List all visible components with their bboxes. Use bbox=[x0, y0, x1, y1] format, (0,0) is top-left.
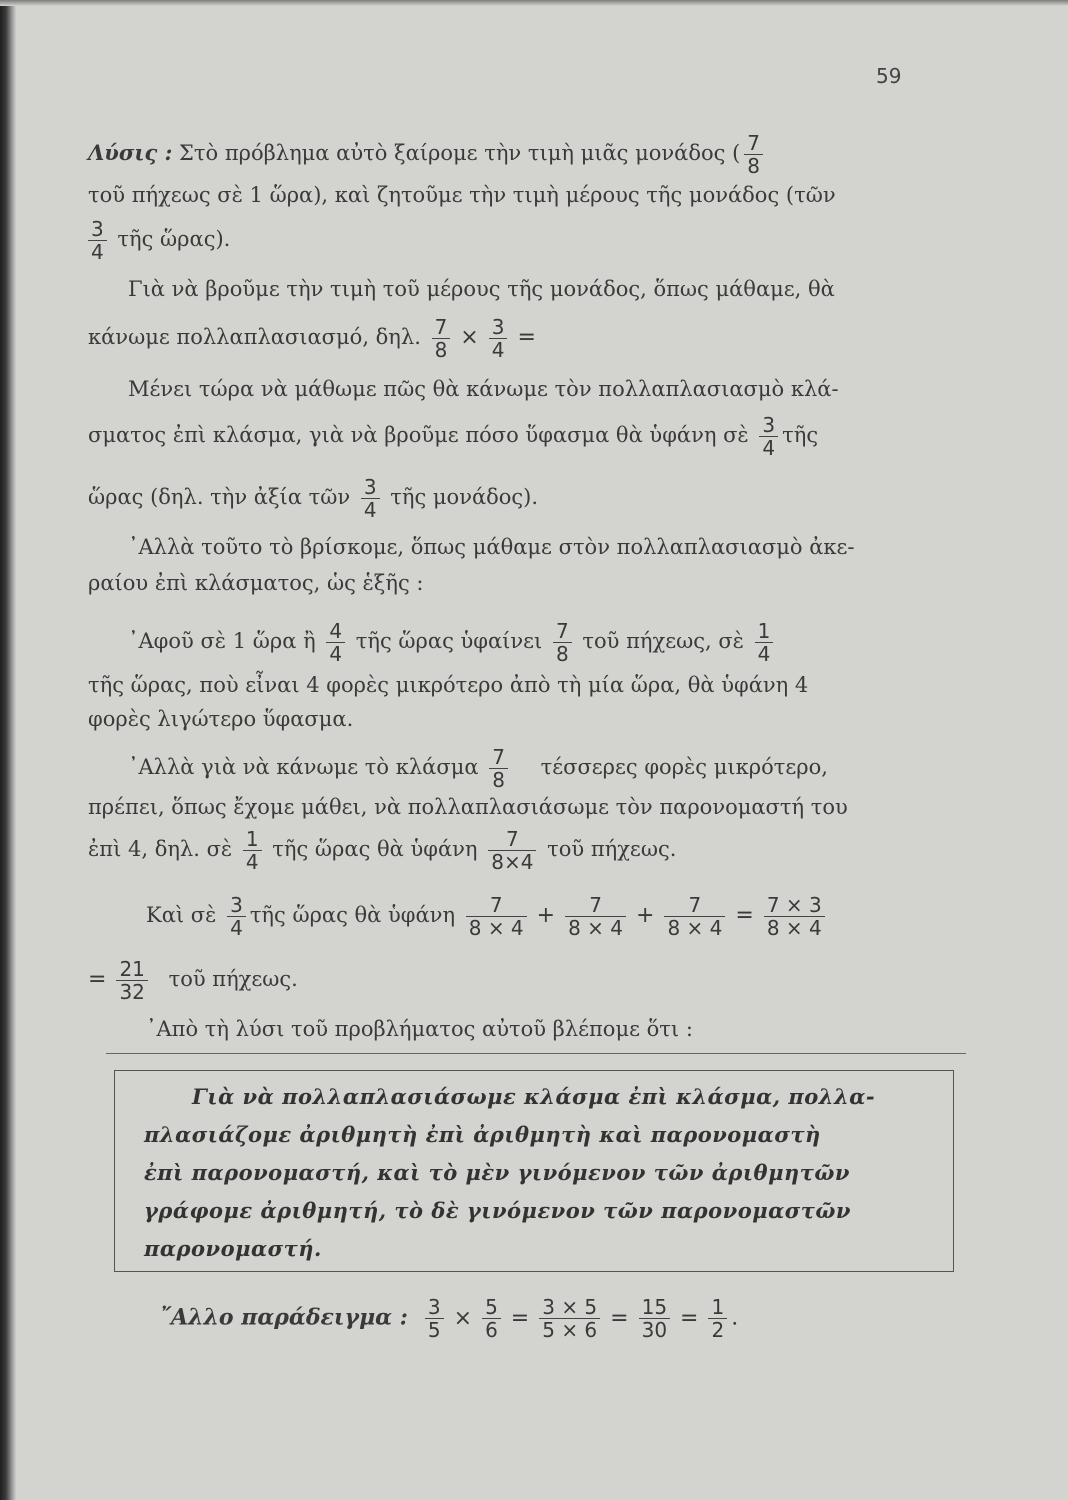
fraction bbox=[755, 620, 774, 665]
denominator: 8 bbox=[744, 154, 763, 177]
denominator: 4 bbox=[243, 850, 262, 873]
fraction bbox=[639, 1296, 670, 1341]
fraction bbox=[708, 1296, 727, 1341]
book-spine bbox=[0, 0, 16, 1500]
denominator: 8 bbox=[553, 642, 572, 665]
text: τοῦ πήχεως σὲ 1 ὥρα), καὶ ζητοῦμε τὴν τιμὴ μέρους τῆς μονάδος (τῶν bbox=[88, 183, 836, 207]
solution-label: Λύσις : bbox=[88, 140, 173, 165]
paragraph-2-line-1 bbox=[128, 274, 835, 304]
page-top-edge bbox=[0, 0, 1068, 6]
fraction bbox=[425, 1296, 444, 1341]
denominator: 4 bbox=[88, 240, 107, 263]
numerator: 3 bbox=[491, 315, 505, 339]
fraction bbox=[326, 620, 345, 665]
paragraph-5-line-2 bbox=[88, 670, 808, 700]
denominator: 30 bbox=[639, 1318, 670, 1341]
text: ἐπὶ 4, δηλ. σὲ bbox=[88, 837, 233, 861]
fraction bbox=[227, 894, 246, 939]
solution-line-2 bbox=[88, 180, 836, 210]
rule-line-1: Γιὰ νὰ πολλαπλασιάσωμε κλάσμα ἐπὶ κλάσμα, πολλα- bbox=[192, 1084, 876, 1109]
denominator: 4 bbox=[227, 916, 246, 939]
numerator: 7 bbox=[747, 131, 760, 155]
separator-rule bbox=[106, 1053, 966, 1054]
fraction bbox=[744, 132, 763, 177]
numerator: 3 bbox=[427, 1295, 441, 1319]
numerator: 15 bbox=[641, 1295, 668, 1319]
text: τοῦ πήχεως. bbox=[547, 837, 677, 861]
text: Στὸ πρόβλημα αὐτὸ ξαίρομε τὴν τιμὴ μιᾶς μονάδος ( bbox=[179, 141, 741, 165]
fraction bbox=[565, 894, 626, 939]
text: τῆς bbox=[782, 423, 819, 447]
fraction bbox=[482, 1296, 501, 1341]
text: ᾽Αλλὰ γιὰ νὰ κάνωμε τὸ κλάσμα bbox=[128, 755, 479, 779]
example-line bbox=[160, 1296, 738, 1341]
paragraph-3-line-1 bbox=[128, 374, 839, 404]
text: τέσσερες φορὲς μικρότερο, bbox=[540, 755, 828, 779]
equals-sign: = bbox=[88, 967, 107, 992]
numerator: 7 bbox=[688, 893, 702, 917]
example-label: ῎Αλλο παράδειγμα : bbox=[160, 1304, 408, 1331]
period: . bbox=[731, 1305, 739, 1331]
rule-line-4: γράφομε ἀριθμητή, τὸ δὲ γινόμενον τῶν παρονομαστῶν bbox=[144, 1198, 851, 1223]
numerator: 5 bbox=[485, 1295, 498, 1319]
fraction bbox=[489, 316, 508, 361]
denominator: 4 bbox=[361, 498, 380, 521]
denominator: 32 bbox=[116, 980, 147, 1003]
fraction bbox=[489, 746, 508, 791]
equals-sign: = bbox=[735, 903, 754, 928]
fraction bbox=[116, 958, 147, 1003]
paragraph-3-line-2 bbox=[88, 414, 818, 459]
numerator: 3 bbox=[230, 893, 243, 917]
paragraph-4-line-1 bbox=[128, 532, 855, 562]
fraction bbox=[88, 218, 107, 263]
text: Γιὰ νὰ βροῦμε τὴν τιμὴ τοῦ μέρους τῆς μονάδος, ὅπως μάθαμε, θὰ bbox=[128, 277, 835, 301]
numerator: 3 bbox=[762, 413, 776, 437]
fraction bbox=[664, 894, 725, 939]
numerator: 1 bbox=[711, 1295, 725, 1319]
fraction bbox=[759, 414, 778, 459]
fraction bbox=[488, 828, 536, 873]
sum-equation-line bbox=[146, 894, 829, 939]
paragraph-6-line-2 bbox=[88, 792, 848, 822]
numerator: 21 bbox=[119, 957, 145, 981]
numerator: 7 bbox=[489, 893, 503, 917]
denominator: 6 bbox=[482, 1318, 501, 1341]
denominator: 8 bbox=[432, 338, 451, 361]
denominator: 8 × 4 bbox=[565, 916, 626, 939]
denominator: 5 bbox=[425, 1318, 444, 1341]
numerator: 3 × 5 bbox=[542, 1295, 598, 1319]
text: τοῦ πήχεως, σὲ bbox=[582, 629, 744, 653]
numerator: 1 bbox=[245, 827, 259, 851]
numerator: 4 bbox=[329, 619, 343, 643]
text: Καὶ σὲ bbox=[146, 903, 217, 927]
page-number: 59 bbox=[876, 64, 902, 88]
text: σματος ἐπὶ κλάσμα, γιὰ νὰ βροῦμε πόσο ὕφασμα θὰ ὑφάνη σὲ bbox=[88, 423, 749, 447]
solution-line-1 bbox=[88, 132, 767, 177]
denominator: 4 bbox=[759, 436, 778, 459]
denominator: 4 bbox=[326, 642, 345, 665]
text: ραίου ἐπὶ κλάσματος, ὡς ἑξῆς : bbox=[88, 571, 424, 595]
text: ᾽Απὸ τὴ λύσι τοῦ προβλήματος αὐτοῦ βλέπομε ὅτι : bbox=[146, 1017, 693, 1041]
text: φορὲς λιγώτερο ὕφασμα. bbox=[88, 707, 354, 731]
plus-sign: + bbox=[636, 903, 655, 928]
rule-line-5: παρονομαστή. bbox=[144, 1236, 322, 1261]
numerator: 7 bbox=[589, 893, 602, 917]
text: ᾽Αλλὰ τοῦτο τὸ βρίσκομε, ὅπως μάθαμε στὸν πολλαπλασιασμὸ ἀκε- bbox=[128, 535, 855, 559]
denominator: 8 bbox=[489, 768, 508, 791]
numerator: 7 bbox=[555, 619, 569, 643]
conclusion-intro-line bbox=[146, 1014, 693, 1044]
denominator: 8×4 bbox=[488, 850, 536, 873]
numerator: 7 bbox=[434, 315, 448, 339]
equals-sign: = bbox=[610, 1305, 629, 1331]
numerator: 7 bbox=[505, 827, 519, 851]
paragraph-2-line-2 bbox=[88, 316, 542, 361]
text: ὥρας (δηλ. τὴν ἀξία τῶν bbox=[88, 485, 351, 509]
numerator: 1 bbox=[757, 619, 771, 643]
text: ᾽Αφοῦ σὲ 1 ὥρα ἢ bbox=[128, 629, 316, 653]
denominator: 5 × 6 bbox=[539, 1318, 600, 1341]
fraction bbox=[764, 894, 825, 939]
fraction bbox=[553, 620, 572, 665]
text: τῆς ὥρας, ποὺ εἶναι 4 φορὲς μικρότερο ἀπὸ τὴ μία ὥρα, θὰ ὑφάνη 4 bbox=[88, 673, 809, 697]
plus-sign: + bbox=[536, 903, 556, 928]
fraction bbox=[539, 1296, 600, 1341]
rule-box-text bbox=[144, 1078, 934, 1268]
text: τῆς ὥρας ὑφαίνει bbox=[355, 629, 543, 653]
paragraph-5-line-3 bbox=[88, 704, 353, 734]
denominator: 8 × 4 bbox=[664, 916, 725, 939]
times-sign: × bbox=[453, 1305, 473, 1331]
equals-sign: = bbox=[517, 325, 536, 350]
rule-line-3: ἐπὶ παρονομαστή, καὶ τὸ μὲν γινόμενον τῶν ἀριθμητῶν bbox=[144, 1160, 850, 1185]
numerator: 7 bbox=[492, 745, 505, 769]
denominator: 8 × 4 bbox=[466, 916, 527, 939]
fraction bbox=[466, 894, 527, 939]
paragraph-6-line-3 bbox=[88, 828, 676, 873]
denominator: 4 bbox=[755, 642, 774, 665]
text: τῆς μονάδος). bbox=[390, 485, 539, 509]
text: τῆς ὥρας). bbox=[117, 227, 231, 251]
text: τοῦ πήχεως. bbox=[168, 967, 298, 991]
paragraph-3-line-3 bbox=[88, 476, 538, 521]
denominator: 4 bbox=[489, 338, 508, 361]
fraction bbox=[432, 316, 451, 361]
sum-result-line bbox=[88, 958, 298, 1003]
equals-sign: = bbox=[680, 1305, 699, 1331]
text: τῆς ὥρας θὰ ὑφάνη bbox=[249, 903, 456, 927]
paragraph-5-line-1 bbox=[128, 620, 777, 665]
times-sign: × bbox=[460, 325, 479, 350]
rule-line-2: πλασιάζομε ἀριθμητὴ ἐπὶ ἀριθμητὴ καὶ παρονομαστὴ bbox=[144, 1122, 821, 1147]
text: πρέπει, ὅπως ἔχομε μάθει, νὰ πολλαπλασιάσωμε τὸν παρονομαστή του bbox=[88, 795, 848, 819]
fraction bbox=[361, 476, 380, 521]
paragraph-6-line-1 bbox=[128, 746, 828, 791]
numerator: 3 bbox=[91, 217, 104, 241]
denominator: 2 bbox=[708, 1318, 727, 1341]
equals-sign: = bbox=[510, 1305, 530, 1331]
numerator: 7 × 3 bbox=[766, 893, 822, 917]
text: τῆς ὥρας θὰ ὑφάνη bbox=[272, 837, 478, 861]
text: κάνωμε πολλαπλασιασμό, δηλ. bbox=[88, 325, 421, 349]
denominator: 8 × 4 bbox=[764, 916, 825, 939]
fraction bbox=[243, 828, 262, 873]
numerator: 3 bbox=[363, 475, 377, 499]
paragraph-4-line-2 bbox=[88, 568, 423, 598]
solution-line-3 bbox=[88, 218, 230, 263]
text: Μένει τώρα νὰ μάθωμε πῶς θὰ κάνωμε τὸν πολλαπλασιασμὸ κλά- bbox=[128, 377, 839, 401]
